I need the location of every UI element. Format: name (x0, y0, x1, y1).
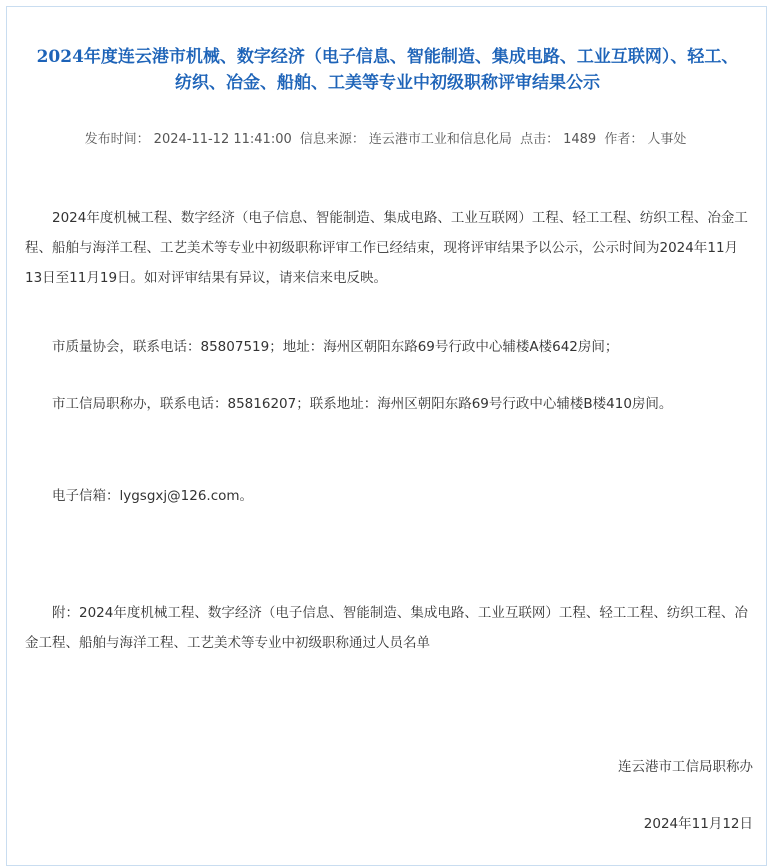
article-title: 2024年度连云港市机械、数字经济（电子信息、智能制造、集成电路、工业互联网）、轻工、纺织、冶金、船舶、工美等专业中初级职称评审结果公示 (36, 47, 739, 93)
source: 连云港市工业和信息化局 (368, 132, 512, 147)
clicks-label: 点击： (520, 132, 560, 147)
author-label: 作者： (604, 132, 644, 147)
intro-paragraph: 2024年度机械工程、数字经济（电子信息、智能制造、集成电路、工业互联网）工程、轻工工程、纺织工程、冶金工程、船舶与海洋工程、工艺美术等专业中初级职称评审工作已经结束，现将评审结果予以公示，公示时间为2024年11月13日至11月19日。如对评审结果有异议，请来信来电反映。 (25, 210, 748, 286)
contact-title-office: 市工信局职称办，联系电话：85816207；联系地址：海州区朝阳东路69号行政中心辅楼B楼410房间。 (52, 396, 673, 412)
signature-date: 2024年11月12日 (643, 816, 753, 832)
publish-time-label: 发布时间： (84, 132, 150, 147)
publish-time: 2024-11-12 11:41:00 (153, 132, 292, 147)
author: 人事处 (647, 132, 687, 147)
signature-org: 连云港市工信局职称办 (618, 759, 753, 775)
source-label: 信息来源： (299, 132, 365, 147)
clicks-count: 1489 (563, 132, 597, 147)
article-meta (20, 128, 755, 147)
email-paragraph: 电子信箱：lygsgxj@126.com。 (52, 488, 254, 504)
contact-quality-association: 市质量协会，联系电话：85807519；地址：海州区朝阳东路69号行政中心辅楼A楼642房间； (52, 339, 619, 355)
attachment-link[interactable]: 附：2024年度机械工程、数字经济（电子信息、智能制造、集成电路、工业互联网）工程、轻工工程、纺织工程、冶金工程、船舶与海洋工程、工艺美术等专业中初级职称通过人员名单 (25, 605, 748, 651)
